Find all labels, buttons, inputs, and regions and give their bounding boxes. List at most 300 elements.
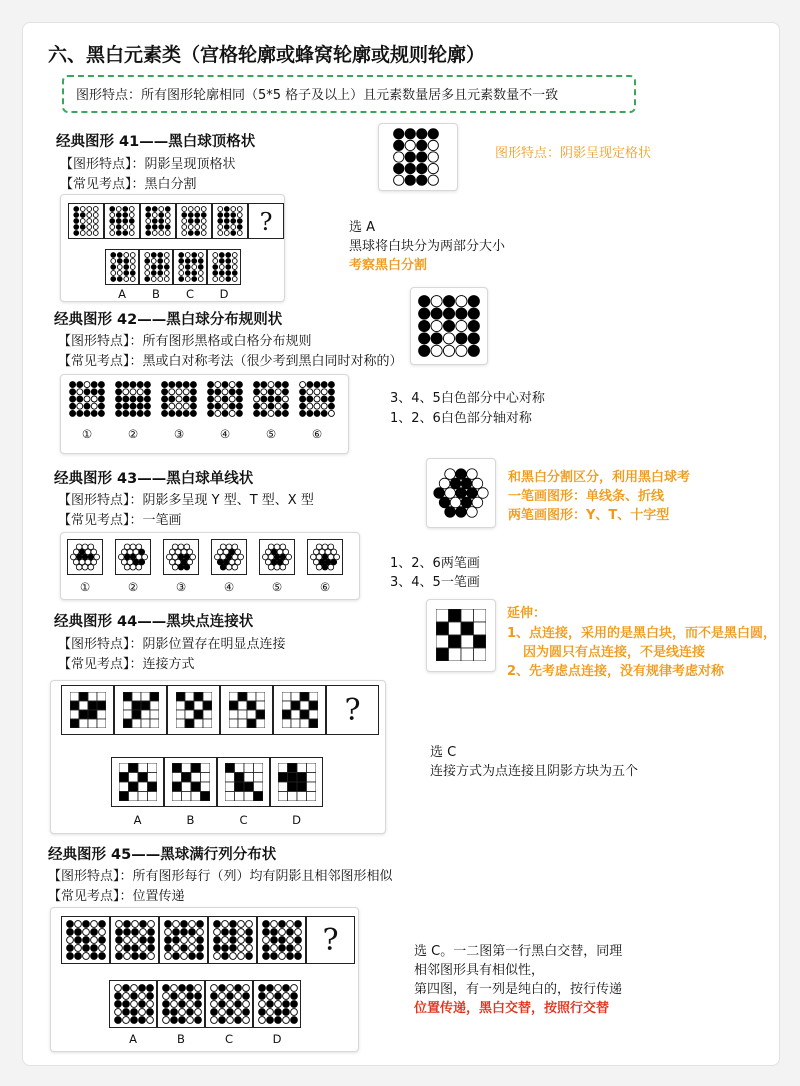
ball xyxy=(152,207,157,212)
ball xyxy=(144,410,150,416)
grid-square xyxy=(229,701,238,710)
ball xyxy=(201,225,206,230)
s44-question-cell xyxy=(326,685,379,735)
ball xyxy=(456,320,467,331)
ball xyxy=(274,564,280,570)
s44-answer-line-1: 选 C xyxy=(430,745,457,760)
s43-figure-number: ⑥ xyxy=(319,580,331,594)
ball xyxy=(189,937,196,944)
ball xyxy=(237,225,242,230)
ball xyxy=(443,308,454,319)
grid-square xyxy=(138,782,148,792)
ball xyxy=(132,929,139,936)
ball xyxy=(147,1001,154,1008)
grid-square xyxy=(436,648,449,661)
grid-square xyxy=(309,692,318,701)
ball xyxy=(219,259,224,264)
ball xyxy=(224,225,229,230)
ball xyxy=(136,544,142,550)
s42-figure xyxy=(115,381,151,417)
ball xyxy=(428,152,438,162)
ball xyxy=(238,937,245,944)
ball xyxy=(291,1001,298,1008)
grid-square xyxy=(70,719,79,728)
ball xyxy=(195,985,202,992)
ball xyxy=(116,921,123,928)
ball xyxy=(162,389,168,395)
ball xyxy=(219,253,224,258)
ball xyxy=(189,945,196,952)
s43-sample-hex-cluster xyxy=(433,465,489,521)
figure-graphic xyxy=(118,542,148,572)
grid-square xyxy=(247,710,256,719)
grid-square xyxy=(79,701,88,710)
ball xyxy=(434,488,445,499)
ball xyxy=(468,333,479,344)
ball xyxy=(187,985,194,992)
ball xyxy=(179,259,184,264)
figure-graphic xyxy=(70,542,100,572)
ball xyxy=(123,382,129,388)
figure-graphic xyxy=(166,542,196,572)
ball xyxy=(115,1017,122,1024)
ball xyxy=(428,140,438,150)
ball xyxy=(213,277,218,282)
ball xyxy=(237,219,242,224)
ball xyxy=(70,410,76,416)
ball xyxy=(222,396,228,402)
ball xyxy=(91,389,97,395)
s43-figure-number: ⑤ xyxy=(271,580,283,594)
ball xyxy=(80,207,85,212)
ball xyxy=(137,403,143,409)
ball xyxy=(468,345,479,356)
figure-graphic xyxy=(214,542,244,572)
s41-emphasis: 考察黑白分割 xyxy=(349,258,428,273)
grid-square xyxy=(247,719,256,728)
ball xyxy=(195,1001,202,1008)
ball xyxy=(195,207,200,212)
ball xyxy=(314,403,320,409)
ball xyxy=(267,1001,274,1008)
ball xyxy=(123,410,129,416)
ball xyxy=(218,231,223,236)
grid-square xyxy=(288,782,298,792)
s44-question-cell xyxy=(273,685,326,735)
ball xyxy=(267,985,274,992)
grid-square xyxy=(278,763,288,773)
grid-square xyxy=(436,635,449,648)
ball xyxy=(222,403,228,409)
ball xyxy=(213,253,218,258)
ball xyxy=(147,1009,154,1016)
ball xyxy=(478,488,489,499)
ball xyxy=(215,382,221,388)
ball xyxy=(164,253,169,258)
s44-question-cell xyxy=(61,685,114,735)
grid-square xyxy=(297,773,307,783)
ball xyxy=(222,382,228,388)
ball xyxy=(139,985,146,992)
ball xyxy=(220,564,226,570)
ball xyxy=(130,564,136,570)
grid-square xyxy=(225,782,235,792)
s45-question-cell xyxy=(257,916,306,964)
ball xyxy=(187,1001,194,1008)
ball xyxy=(291,985,298,992)
ball xyxy=(295,921,302,928)
grid-square xyxy=(282,710,291,719)
grid-square xyxy=(203,710,212,719)
ball xyxy=(189,929,196,936)
grid-square xyxy=(88,692,97,701)
figure-graphic xyxy=(310,542,340,572)
grid-square xyxy=(474,609,487,622)
ball xyxy=(110,213,115,218)
grid-square xyxy=(244,782,254,792)
ball xyxy=(227,1009,234,1016)
ball xyxy=(208,403,214,409)
ball xyxy=(87,219,92,224)
ball xyxy=(151,271,156,276)
ball xyxy=(243,985,250,992)
ball xyxy=(282,382,288,388)
s44-option-label: C xyxy=(239,813,248,827)
ball xyxy=(439,478,450,489)
ball xyxy=(456,308,467,319)
ball xyxy=(198,265,203,270)
ball xyxy=(243,1009,250,1016)
ball xyxy=(151,259,156,264)
ball xyxy=(111,259,116,264)
ball xyxy=(190,410,196,416)
ball xyxy=(111,277,116,282)
ball xyxy=(183,396,189,402)
s42-figure xyxy=(299,381,335,417)
ball xyxy=(91,929,98,936)
grid-square xyxy=(309,710,318,719)
ball xyxy=(147,985,154,992)
grid-square xyxy=(238,710,247,719)
grid-square xyxy=(191,773,201,783)
ball xyxy=(307,396,313,402)
grid-square xyxy=(461,609,474,622)
grid-square xyxy=(123,692,132,701)
s45-question-cell xyxy=(110,916,159,964)
ball xyxy=(136,564,142,570)
s42-point: 【常见考点】：黑或白对称考法（很少考到黑白同时对称的） xyxy=(58,354,403,369)
s43-answer-line-2: 3、4、5一笔画 xyxy=(390,575,480,590)
ball xyxy=(91,410,97,416)
ball xyxy=(115,1009,122,1016)
s41-point: 【常见考点】：黑白分割 xyxy=(60,177,197,192)
ball xyxy=(431,333,442,344)
ball xyxy=(428,175,438,185)
s42-feature: 【图形特点】：所有图形黑格或白格分布规则 xyxy=(58,334,312,349)
ball xyxy=(181,921,188,928)
ball xyxy=(262,554,268,560)
grid-square xyxy=(182,763,192,773)
ball xyxy=(83,929,90,936)
ball xyxy=(263,929,270,936)
ball xyxy=(123,1017,130,1024)
ball xyxy=(214,554,220,560)
ball xyxy=(115,985,122,992)
grid-square xyxy=(229,710,238,719)
figure-graphic xyxy=(70,692,106,728)
s43-figure-cell xyxy=(211,539,247,575)
ball xyxy=(219,1001,226,1008)
ball xyxy=(172,544,178,550)
ball xyxy=(461,497,472,508)
grid-square xyxy=(244,763,254,773)
s43-side-note-2: 一笔画图形：单线条、折线 xyxy=(508,489,665,504)
ball xyxy=(213,265,218,270)
s45-heading: 经典图形 45——黑球满行列分布状 xyxy=(48,847,277,863)
ball xyxy=(188,207,193,212)
ball xyxy=(67,945,74,952)
ball xyxy=(179,277,184,282)
ball xyxy=(230,921,237,928)
ball xyxy=(183,382,189,388)
ball xyxy=(88,544,94,550)
ball xyxy=(201,213,206,218)
grid-square xyxy=(132,701,141,710)
ball xyxy=(137,389,143,395)
ball xyxy=(321,410,327,416)
ball xyxy=(286,554,292,560)
ball xyxy=(287,953,294,960)
ball xyxy=(116,219,121,224)
ball xyxy=(261,410,267,416)
ball xyxy=(394,129,404,139)
ball xyxy=(316,544,322,550)
s41-option-label: B xyxy=(152,287,160,301)
ball xyxy=(218,207,223,212)
grid-square xyxy=(129,792,139,802)
s45-option-label: D xyxy=(272,1032,282,1046)
grid-square xyxy=(449,635,462,648)
ball xyxy=(84,382,90,388)
grid-square xyxy=(307,773,317,783)
grid-square xyxy=(225,763,235,773)
figure-graphic xyxy=(109,206,135,236)
ball xyxy=(74,213,79,218)
ball xyxy=(77,382,83,388)
ball xyxy=(211,1001,218,1008)
grid-square xyxy=(297,763,307,773)
ball xyxy=(80,219,85,224)
ball xyxy=(238,921,245,928)
s45-point: 【常见考点】：位置传递 xyxy=(48,889,185,904)
ball xyxy=(87,225,92,230)
ball xyxy=(394,152,404,162)
grid-square xyxy=(182,773,192,783)
s41-sample-ball-grid xyxy=(393,128,439,186)
ball xyxy=(146,231,151,236)
ball xyxy=(164,259,169,264)
grid-square xyxy=(79,710,88,719)
ball xyxy=(268,544,274,550)
ball xyxy=(232,265,237,270)
grid-square xyxy=(138,792,148,802)
grid-square xyxy=(238,701,247,710)
s43-feature: 【图形特点】：阴影多呈现 Y 型、T 型、X 型 xyxy=(58,493,314,508)
ball xyxy=(164,277,169,282)
ball xyxy=(158,277,163,282)
ball xyxy=(144,396,150,402)
ball xyxy=(75,929,82,936)
ball xyxy=(144,403,150,409)
ball xyxy=(110,219,115,224)
figure-graphic xyxy=(181,206,207,236)
ball xyxy=(163,1001,170,1008)
grid-square xyxy=(172,773,182,783)
grid-square xyxy=(461,622,474,635)
grid-square xyxy=(461,648,474,661)
grid-square xyxy=(194,701,203,710)
s44-option-cell xyxy=(164,757,217,807)
ball xyxy=(238,554,244,560)
grid-square xyxy=(229,692,238,701)
ball xyxy=(263,953,270,960)
ball xyxy=(173,937,180,944)
ball xyxy=(142,554,148,560)
s41-option-cell xyxy=(139,249,173,285)
ball xyxy=(144,382,150,388)
ball xyxy=(295,945,302,952)
ball xyxy=(98,396,104,402)
grid-square xyxy=(461,635,474,648)
ball xyxy=(139,993,146,1000)
grid-square xyxy=(123,701,132,710)
ball xyxy=(222,410,228,416)
ball xyxy=(74,219,79,224)
ball xyxy=(76,564,82,570)
ball xyxy=(178,544,184,550)
ball xyxy=(165,929,172,936)
ball xyxy=(222,937,229,944)
ball xyxy=(94,554,100,560)
s45-answer-line-1: 选 C。一二图第一行黑白交替，同理 xyxy=(414,944,623,959)
ball xyxy=(268,389,274,395)
grid-square xyxy=(150,710,159,719)
s43-figure-number: ② xyxy=(127,580,139,594)
ball xyxy=(229,403,235,409)
ball xyxy=(268,564,274,570)
s44-side-note-4: 2、先考虑点连接，没有规律考虑对称 xyxy=(507,664,725,679)
grid-square xyxy=(297,792,307,802)
s44-sample-block-grid xyxy=(436,609,486,661)
grid-square xyxy=(254,773,264,783)
ball xyxy=(82,544,88,550)
ball xyxy=(208,396,214,402)
ball xyxy=(77,403,83,409)
ball xyxy=(116,396,122,402)
grid-square xyxy=(201,782,211,792)
grid-square xyxy=(256,719,265,728)
ball xyxy=(263,921,270,928)
s45-answer-line-3: 第四图，有一列是纯白的，按行传递 xyxy=(414,982,623,997)
ball xyxy=(183,389,189,395)
grid-square xyxy=(256,692,265,701)
grid-square xyxy=(235,782,245,792)
s44-sample-card xyxy=(426,599,496,672)
s45-puzzle-card xyxy=(50,907,359,1052)
ball xyxy=(215,410,221,416)
ball xyxy=(130,544,136,550)
ball xyxy=(300,389,306,395)
ball xyxy=(300,382,306,388)
ball xyxy=(282,389,288,395)
grid-square xyxy=(282,719,291,728)
ball xyxy=(140,937,147,944)
ball xyxy=(115,993,122,1000)
ball xyxy=(173,929,180,936)
ball xyxy=(431,308,442,319)
ball xyxy=(111,271,116,276)
ball xyxy=(219,277,224,282)
ball xyxy=(227,1001,234,1008)
s41-option-cell xyxy=(173,249,207,285)
ball xyxy=(280,544,286,550)
ball xyxy=(307,410,313,416)
grid-square xyxy=(235,773,245,783)
ball xyxy=(165,921,172,928)
ball xyxy=(321,382,327,388)
ball xyxy=(267,1009,274,1016)
figure-graphic xyxy=(66,920,106,960)
page-title: 六、黑白元素类（宫格轮廓或蜂窝轮廓或规则轮廓） xyxy=(48,44,486,66)
ball xyxy=(99,929,106,936)
ball xyxy=(197,929,204,936)
ball xyxy=(232,544,238,550)
ball xyxy=(246,953,253,960)
s44-side-note-3: 因为圆只有点连接，不是线连接 xyxy=(523,645,706,660)
grid-square xyxy=(119,773,129,783)
ball xyxy=(443,296,454,307)
ball xyxy=(268,382,274,388)
ball xyxy=(275,396,281,402)
ball xyxy=(91,396,97,402)
ball xyxy=(139,1001,146,1008)
grid-square xyxy=(288,773,298,783)
figure-graphic xyxy=(114,984,154,1024)
ball xyxy=(236,382,242,388)
ball xyxy=(246,937,253,944)
ball xyxy=(236,396,242,402)
ball xyxy=(419,308,430,319)
ball xyxy=(117,265,122,270)
ball xyxy=(67,921,74,928)
ball xyxy=(214,953,221,960)
s44-question-cell xyxy=(167,685,220,735)
ball xyxy=(163,993,170,1000)
ball xyxy=(220,544,226,550)
grid-square xyxy=(201,773,211,783)
ball xyxy=(145,265,150,270)
ball xyxy=(70,382,76,388)
s41-option-cell xyxy=(207,249,241,285)
grid-square xyxy=(182,782,192,792)
grid-square xyxy=(238,719,247,728)
ball xyxy=(394,140,404,150)
grid-square xyxy=(278,792,288,802)
ball xyxy=(123,389,129,395)
ball xyxy=(116,945,123,952)
ball xyxy=(468,320,479,331)
grid-square xyxy=(235,763,245,773)
